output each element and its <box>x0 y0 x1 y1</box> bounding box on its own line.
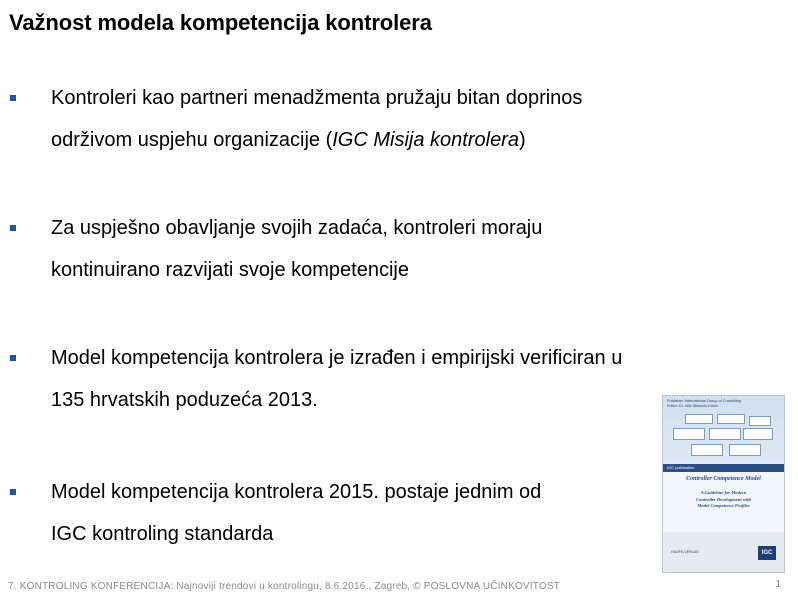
bullet-marker-icon <box>10 225 16 231</box>
book-title: Controller Competence Model <box>686 476 761 482</box>
bullet-text: IGC kontroling standarda <box>51 523 274 545</box>
book-cover-diagram <box>673 414 773 460</box>
igc-logo: IGC <box>758 546 776 560</box>
bullet-text: Model kompetencija kontrolera je izrađen i empirijski verificiran u <box>51 347 623 369</box>
bullet-text: Model kompetencija kontrolera 2015. postaje jednim od <box>51 481 542 503</box>
bullet-line <box>51 216 542 240</box>
bullet-text: Kontroleri kao partneri menadžmenta pružaju bitan doprinos <box>51 87 583 109</box>
book-subtitle-line: A Guideline for Modern <box>700 490 747 495</box>
book-subtitle <box>663 490 784 510</box>
book-subtitle-line: Controller Development with <box>696 496 751 502</box>
bullet-marker-icon <box>10 355 16 361</box>
bullet-line <box>51 480 541 504</box>
book-subtitle-line: Model Competence Profiles <box>697 503 750 508</box>
bullet-marker-icon <box>10 489 16 495</box>
bullet-marker-icon <box>10 95 16 101</box>
book-editor-line: Editor: Dr. Mile Mirković-Rosin <box>667 404 718 408</box>
book-band: IGC publication <box>663 464 784 472</box>
slide-footer: 7. KONTROLING KONFERENCIJA: Najnoviji trendovi u kontrolingu, 8.6.2016., Zagreb, © POSLOVNA UČINKOVITOST <box>8 581 561 592</box>
bullet-text: Za uspješno obavljanje svojih zadaća, kontroleri moraju <box>51 217 543 239</box>
book-publisher <box>667 399 741 409</box>
book-cover-image <box>662 395 785 573</box>
bullet-text: održivom uspjehu organizacije ( <box>51 129 333 151</box>
bullet-line <box>51 258 409 282</box>
bullet-line <box>51 522 273 546</box>
book-publisher-imprint: HAUFE-VERLAG <box>671 550 699 554</box>
bullet-text: 135 hrvatskih poduzeća 2013. <box>51 389 318 411</box>
book-publisher-line: Publisher: International Group of Controlling <box>667 399 741 403</box>
bullet-line <box>51 388 318 412</box>
bullet-line <box>51 128 526 152</box>
bullet-text: ) <box>518 129 526 151</box>
bullet-text-italic: IGC Misija kontrolera <box>332 129 519 151</box>
bullet-text: kontinuirano razvijati svoje kompetencije <box>51 259 409 281</box>
slide-title: Važnost modela kompetencija kontrolera <box>9 10 432 35</box>
bullet-line <box>51 86 582 110</box>
page-number: 1 <box>775 579 781 590</box>
bullet-line <box>51 346 622 370</box>
